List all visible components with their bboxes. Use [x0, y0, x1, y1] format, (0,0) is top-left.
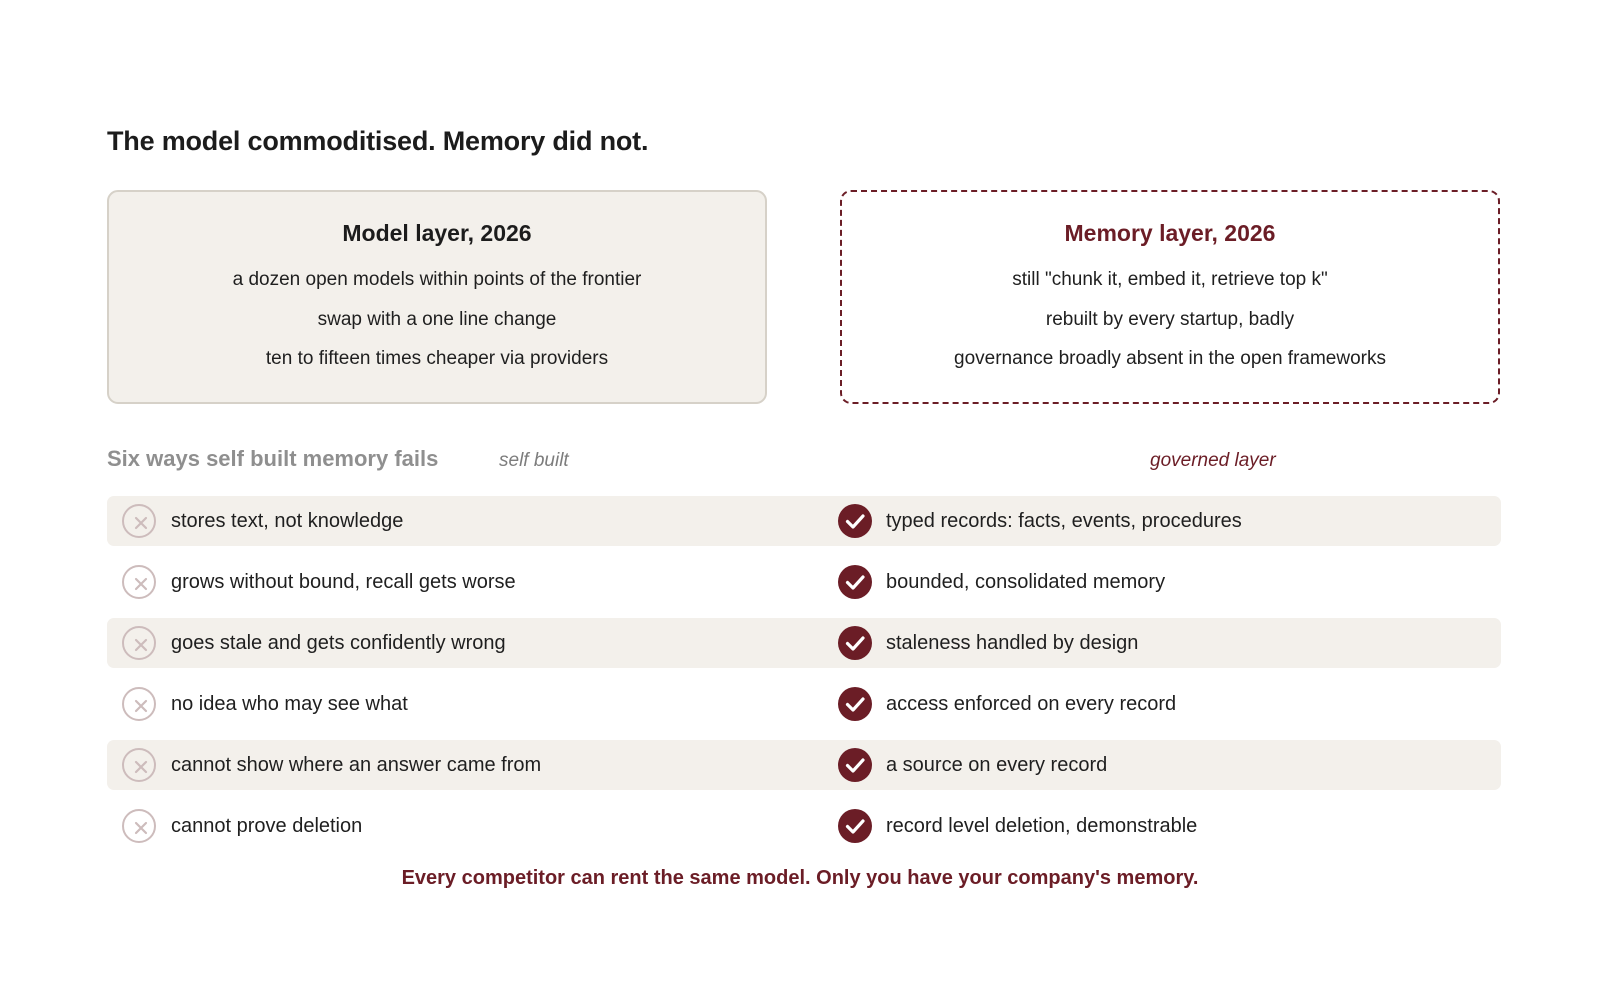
governed-layer-text: staleness handled by design — [886, 632, 1139, 654]
governed-layer-text: typed records: facts, events, procedures — [886, 510, 1242, 532]
check-circle-icon — [838, 626, 872, 660]
self-built-failure-text: cannot show where an answer came from — [171, 754, 542, 776]
cross-circle-icon — [122, 565, 156, 599]
check-circle-icon — [838, 504, 872, 538]
footer-tagline: Every competitor can rent the same model. Only you have your company's memory. — [401, 867, 1199, 889]
table-row — [107, 618, 1501, 668]
memory-layer-point: rebuilt by every startup, badly — [1045, 308, 1295, 330]
self-built-failure-text: goes stale and gets confidently wrong — [171, 632, 506, 654]
check-circle-icon — [838, 809, 872, 843]
check-circle-icon — [838, 565, 872, 599]
cross-circle-icon — [122, 504, 156, 538]
governed-layer-text: access enforced on every record — [886, 693, 1177, 715]
governed-layer-column-label: governed layer — [1150, 450, 1276, 471]
check-circle-icon — [838, 687, 872, 721]
model-layer-point: swap with a one line change — [317, 308, 557, 330]
self-built-failure-text: grows without bound, recall gets worse — [171, 571, 516, 593]
cross-circle-icon — [122, 626, 156, 660]
governed-layer-text: bounded, consolidated memory — [886, 571, 1166, 593]
cross-circle-icon — [122, 748, 156, 782]
self-built-failure-text: stores text, not knowledge — [171, 510, 404, 532]
model-layer-card — [107, 190, 767, 404]
model-layer-title: Model layer, 2026 — [342, 220, 532, 246]
table-row — [107, 496, 1501, 546]
self-built-failure-text: no idea who may see what — [171, 693, 408, 715]
table-row — [107, 557, 1501, 607]
memory-layer-point: still "chunk it, embed it, retrieve top k" — [1012, 269, 1328, 290]
table-row — [107, 679, 1501, 729]
memory-layer-title: Memory layer, 2026 — [1064, 220, 1276, 246]
governed-layer-text: a source on every record — [886, 754, 1108, 776]
cross-circle-icon — [122, 809, 156, 843]
cross-circle-icon — [122, 687, 156, 721]
self-built-failure-text: cannot prove deletion — [171, 815, 363, 837]
table-row — [107, 801, 1501, 851]
model-layer-point: ten to fifteen times cheaper via providers — [265, 348, 609, 369]
comparison-heading: Six ways self built memory fails — [107, 446, 439, 471]
memory-layer-point: governance broadly absent in the open frameworks — [954, 348, 1386, 369]
self-built-column-label: self built — [499, 450, 569, 471]
model-layer-point: a dozen open models within points of the frontier — [232, 269, 642, 290]
page-title: The model commoditised. Memory did not. — [107, 126, 649, 156]
check-circle-icon — [838, 748, 872, 782]
memory-layer-card — [840, 190, 1500, 404]
table-row — [107, 740, 1501, 790]
governed-layer-text: record level deletion, demonstrable — [886, 815, 1198, 837]
